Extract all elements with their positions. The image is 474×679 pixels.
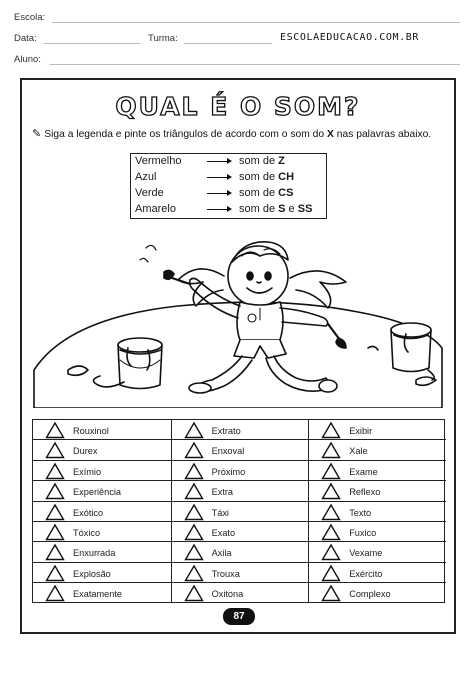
arrow-right-icon	[207, 161, 229, 162]
triangle-icon[interactable]	[45, 584, 65, 602]
word-label: Próximo	[211, 466, 246, 477]
word-cell	[309, 420, 446, 440]
word-cell	[172, 563, 309, 583]
instruction-after: nas palavras abaixo.	[336, 129, 432, 140]
triangle-icon[interactable]	[45, 421, 65, 439]
triangle-icon[interactable]	[321, 482, 341, 500]
triangle-icon[interactable]	[184, 482, 204, 500]
word-label: Texto	[349, 507, 372, 518]
arrow-right-icon	[207, 209, 229, 210]
word-cell	[309, 542, 446, 562]
date-line[interactable]	[44, 43, 140, 44]
legend-color: Azul	[135, 171, 157, 183]
word-label: Trouxa	[211, 568, 240, 579]
triangle-icon[interactable]	[321, 421, 341, 439]
word-label: Durex	[73, 446, 98, 457]
word-cell	[33, 461, 171, 481]
legend-color: Verde	[135, 187, 164, 199]
word-label: Oxitona	[211, 589, 244, 600]
school-row	[14, 8, 460, 29]
triangle-icon[interactable]	[184, 441, 204, 459]
triangle-icon[interactable]	[45, 503, 65, 521]
triangle-icon[interactable]	[184, 523, 204, 541]
legend-color: Amarelo	[135, 203, 176, 215]
word-label: Tóxico	[73, 528, 101, 538]
triangle-icon[interactable]	[184, 503, 204, 521]
word-label: Exato	[211, 528, 236, 538]
word-cell	[172, 583, 309, 603]
word-label: Xale	[349, 446, 368, 457]
word-cell	[33, 563, 171, 583]
triangle-icon[interactable]	[45, 564, 65, 582]
word-cell	[309, 502, 446, 522]
word-label: Axila	[211, 548, 232, 559]
word-label: Rouxinol	[73, 426, 109, 436]
legend-row	[135, 155, 325, 169]
legend-color: Vermelho	[135, 155, 182, 167]
word-cell	[172, 461, 309, 481]
legend-sound: som de CH	[239, 171, 295, 183]
triangle-icon[interactable]	[321, 584, 341, 602]
color-legend	[130, 153, 327, 219]
word-cell	[309, 522, 446, 542]
word-label: Exatamente	[73, 589, 123, 600]
word-label: Explosão	[73, 568, 111, 579]
class-label: Turma:	[148, 33, 178, 44]
instruction-letter: X	[327, 129, 334, 140]
word-label: Exame	[349, 466, 378, 477]
word-cell	[33, 583, 171, 603]
triangle-icon[interactable]	[321, 523, 341, 541]
word-cell	[33, 522, 171, 542]
triangle-icon[interactable]	[321, 441, 341, 459]
instruction-before: Siga a legenda e pinte os triângulos de acordo com o som do	[44, 129, 325, 140]
word-label: Táxi	[211, 507, 229, 518]
triangle-icon[interactable]	[184, 564, 204, 582]
date-label: Data:	[14, 33, 37, 44]
word-cell	[309, 481, 446, 501]
worksheet-frame	[20, 78, 456, 634]
triangle-icon[interactable]	[45, 543, 65, 561]
pencil-icon: ✎	[32, 128, 42, 140]
student-line[interactable]	[50, 64, 460, 65]
word-cell	[172, 542, 309, 562]
triangle-icon[interactable]	[184, 421, 204, 439]
header-form	[14, 8, 460, 71]
site-url: ESCOLAEDUCACAO.COM.BR	[280, 32, 420, 43]
class-line[interactable]	[184, 43, 272, 44]
word-label: Experiência	[73, 487, 122, 498]
word-label: Extrato	[211, 426, 241, 436]
school-line[interactable]	[52, 22, 460, 23]
word-cell	[309, 583, 446, 603]
triangle-icon[interactable]	[321, 564, 341, 582]
word-label: Reflexo	[349, 487, 381, 498]
triangle-icon[interactable]	[321, 462, 341, 480]
triangle-icon[interactable]	[184, 543, 204, 561]
student-label: Aluno:	[14, 54, 41, 65]
legend-row	[135, 187, 325, 201]
word-cell	[172, 502, 309, 522]
legend-sound: som de CS	[239, 187, 294, 199]
word-label: Exímio	[73, 466, 102, 477]
triangle-icon[interactable]	[321, 543, 341, 561]
word-cell	[33, 481, 171, 501]
word-label: Complexo	[349, 589, 391, 600]
word-cell	[172, 481, 309, 501]
word-table	[32, 419, 445, 603]
word-column	[33, 420, 171, 602]
word-label: Enxurrada	[73, 548, 116, 559]
word-cell	[309, 563, 446, 583]
legend-row	[135, 203, 325, 217]
page-title: QUAL É O SOM?	[115, 92, 361, 121]
triangle-icon[interactable]	[45, 523, 65, 541]
word-cell	[33, 420, 171, 440]
arrow-right-icon	[207, 177, 229, 178]
triangle-icon[interactable]	[184, 584, 204, 602]
word-label: Vexame	[349, 548, 383, 559]
triangle-icon[interactable]	[45, 441, 65, 459]
word-label: Fuxico	[349, 528, 377, 538]
word-cell	[172, 440, 309, 460]
girl-painting-illustration	[28, 220, 450, 408]
word-cell	[172, 420, 309, 440]
triangle-icon[interactable]	[321, 503, 341, 521]
word-column	[171, 420, 309, 602]
arrow-right-icon	[207, 193, 229, 194]
student-row	[14, 50, 460, 71]
word-cell	[309, 440, 446, 460]
triangle-icon[interactable]	[184, 462, 204, 480]
word-label: Exército	[349, 568, 383, 579]
legend-sound: som de Z	[239, 155, 285, 167]
word-cell	[309, 461, 446, 481]
word-label: Exótico	[73, 507, 104, 518]
word-column	[308, 420, 446, 602]
triangle-icon[interactable]	[45, 482, 65, 500]
page-number: 87	[223, 608, 255, 625]
instruction	[32, 128, 450, 141]
triangle-icon[interactable]	[45, 462, 65, 480]
word-cell	[33, 502, 171, 522]
word-cell	[33, 542, 171, 562]
word-cell	[33, 440, 171, 460]
word-label: Extra	[211, 487, 234, 498]
legend-sound: som de S e SS	[239, 203, 313, 215]
word-label: Enxoval	[211, 446, 245, 457]
word-label: Exibir	[349, 426, 373, 436]
date-row	[14, 29, 460, 50]
legend-row	[135, 171, 325, 185]
school-label: Escola:	[14, 12, 46, 23]
word-cell	[172, 522, 309, 542]
